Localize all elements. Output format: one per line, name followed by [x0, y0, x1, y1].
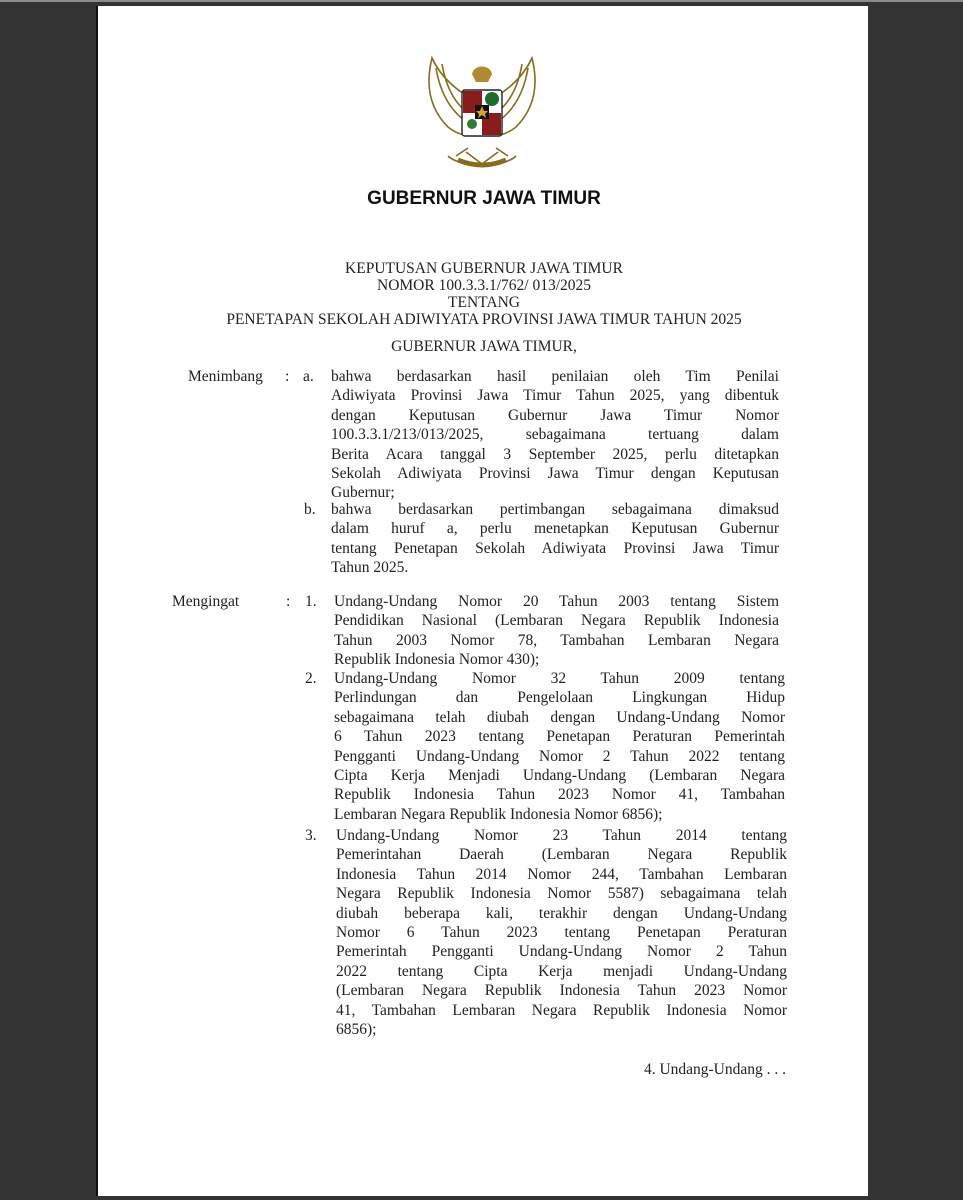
menimbang-item-a: [331, 367, 779, 503]
decree-title: KEPUTUSAN GUBERNUR JAWA TIMUR: [345, 260, 623, 277]
office-title: GUBERNUR JAWA TIMUR: [367, 188, 601, 209]
text-line: Adiwiyata Provinsi Jawa Timur Tahun 2025, yang dibentuk: [331, 387, 779, 405]
text-line: tentang Penetapan Sekolah Adiwiyata Provinsi Jawa Timur: [331, 539, 779, 557]
text-line: 6856);: [336, 1020, 377, 1038]
garuda-pancasila-emblem: [420, 52, 544, 174]
text-line: (Lembaran Negara Republik Indonesia Tahun 2023 Nomor: [336, 982, 787, 1000]
text-line: Pendidikan Nasional (Lembaran Negara Republik Indonesia: [334, 612, 779, 630]
text-line: diubah beberapa kali, terakhir dengan Undang-Undang: [336, 904, 787, 922]
viewer-top-edge: [0, 0, 963, 2]
page-continuation: 4. Undang-Undang . . .: [643, 1061, 786, 1078]
text-line: Undang-Undang Nomor 32 Tahun 2009 tentang: [334, 670, 785, 687]
text-line: Republik Indonesia Tahun 2023 Nomor 41, Tambahan: [334, 786, 785, 804]
text-line: dengan Keputusan Gubernur Jawa Timur Nomor: [331, 406, 779, 424]
menimbang-marker-a: a.: [303, 368, 314, 385]
text-line: Pengganti Undang-Undang Nomor 2 Tahun 2022 tentang: [334, 747, 785, 765]
text-line: Tahun 2025.: [331, 559, 409, 577]
menimbang-colon: :: [285, 368, 290, 385]
text-line: Pemerintahan Daerah (Lembaran Negara Republik: [336, 846, 787, 864]
text-line: Perlindungan dan Pengelolaan Lingkungan Hidup: [334, 689, 785, 707]
text-line: Nomor 6 Tahun 2023 tentang Penetapan Peraturan: [336, 923, 787, 941]
mengingat-marker-2: 2.: [305, 670, 317, 687]
decree-subject: PENETAPAN SEKOLAH ADIWIYATA PROVINSI JAWA TIMUR TAHUN 2025: [226, 311, 742, 328]
text-line: Lembaran Negara Republik Indonesia Nomor 6856);: [334, 805, 663, 823]
text-line: bahwa berdasarkan hasil penilaian oleh Tim Penilai: [331, 368, 779, 385]
text-line: Undang-Undang Nomor 23 Tahun 2014 tentang: [336, 827, 787, 844]
mengingat-item-1: [334, 592, 779, 670]
text-line: Pemerintah Pengganti Undang-Undang Nomor 2 Tahun: [336, 943, 787, 961]
menimbang-label: Menimbang: [188, 368, 263, 385]
mengingat-colon: :: [286, 593, 291, 610]
text-line: Negara Republik Indonesia Nomor 5587) sebagaimana telah: [336, 885, 787, 903]
mengingat-label: Mengingat: [172, 593, 240, 610]
document-page: [96, 6, 868, 1196]
text-line: Indonesia Tahun 2014 Nomor 244, Tambahan Lembaran: [336, 865, 787, 883]
text-line: dalam huruf a, perlu menetapkan Keputusan Gubernur: [331, 520, 779, 538]
text-line: Cipta Kerja Menjadi Undang-Undang (Lembaran Negara: [334, 766, 785, 784]
text-line: sebagaimana telah diubah dengan Undang-Undang Nomor: [334, 708, 785, 726]
text-line: Tahun 2003 Nomor 78, Tambahan Lembaran Negara: [334, 631, 779, 649]
text-line: Berita Acara tanggal 3 September 2025, perlu ditetapkan: [331, 445, 779, 463]
mengingat-item-3: [336, 826, 787, 1039]
menimbang-item-b: [331, 500, 779, 578]
mengingat-marker-3: 3.: [305, 827, 317, 844]
menimbang-marker-b: b.: [304, 501, 316, 518]
text-line: Republik Indonesia Nomor 430);: [334, 651, 540, 669]
text-line: Gubernur;: [331, 484, 395, 502]
decree-about: TENTANG: [448, 294, 520, 311]
text-line: 6 Tahun 2023 tentang Penetapan Peraturan Pemerintah: [334, 728, 785, 746]
mengingat-item-2: [334, 669, 785, 824]
mengingat-marker-1: 1.: [305, 593, 317, 610]
text-line: Undang-Undang Nomor 20 Tahun 2003 tentang Sistem: [334, 593, 779, 610]
text-line: 2022 tentang Cipta Kerja menjadi Undang-Undang: [336, 962, 787, 980]
text-line: 41, Tambahan Lembaran Negara Republik Indonesia Nomor: [336, 1001, 787, 1019]
decree-number: NOMOR 100.3.3.1/762/ 013/2025: [377, 277, 591, 294]
text-line: bahwa berdasarkan pertimbangan sebagaimana dimaksud: [331, 501, 779, 518]
text-line: 100.3.3.1/213/013/2025, sebagaimana tertuang dalam: [331, 426, 779, 444]
text-line: Sekolah Adiwiyata Provinsi Jawa Timur dengan Keputusan: [331, 464, 779, 482]
decree-issuer: GUBERNUR JAWA TIMUR,: [391, 338, 577, 355]
